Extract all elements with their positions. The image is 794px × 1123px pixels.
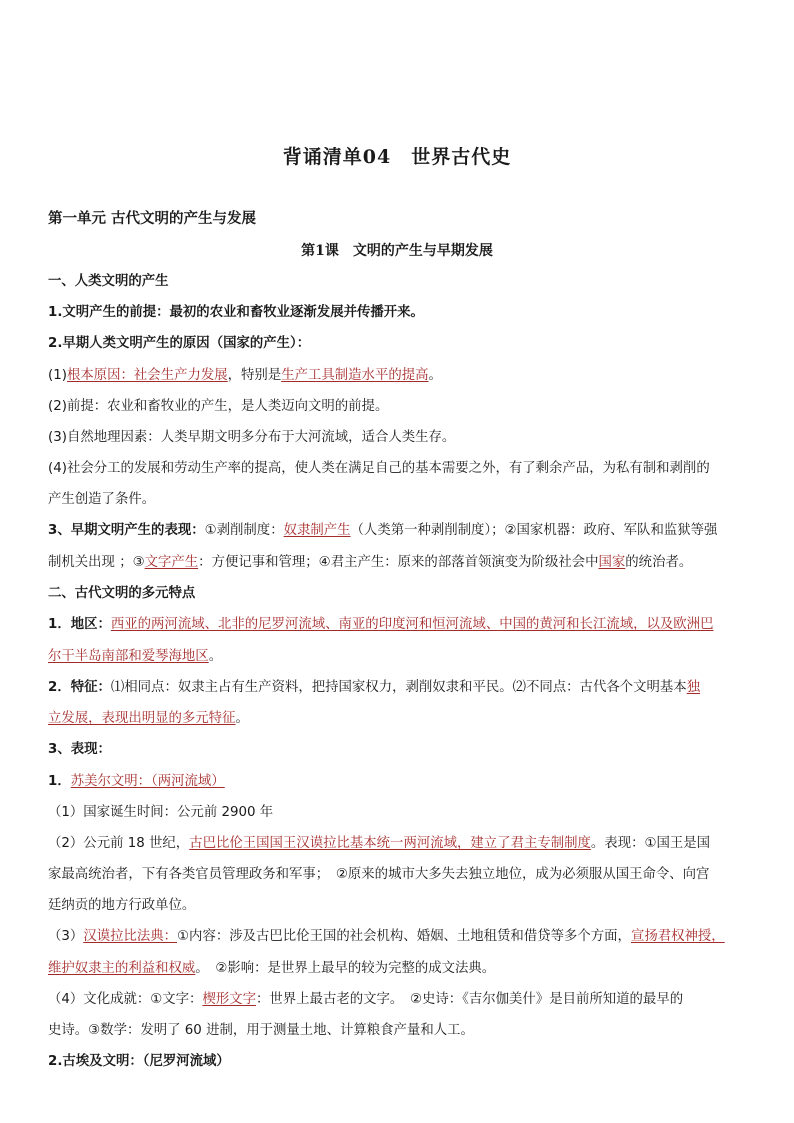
line-text: 制机关出现 ；③ (48, 555, 145, 570)
text-line (48, 1053, 748, 1071)
text-line (48, 522, 748, 540)
line-text: 。 (208, 649, 223, 664)
line-text: 1．地区： (48, 617, 111, 632)
lesson-heading: 第1课 文明的产生与早期发展 (301, 243, 493, 259)
key-point-text: 西亚的两河流域、北非的尼罗河流域、南亚的印度河和恒河流域、中国的黄河和长江流域，以及欧洲巴 (110, 617, 714, 632)
key-point-text: 宣扬君权神授， (630, 929, 725, 944)
line-text: 1.文明产生的前提：最初的农业和畜牧业逐渐发展并传播开来。 (48, 305, 424, 320)
key-point-text: 苏美尔文明：（两河流域） (70, 774, 225, 789)
key-point-text: 国家 (598, 555, 626, 570)
text-line (48, 928, 748, 946)
line-text: 一、人类文明的产生 (48, 274, 169, 289)
key-point-text: 楔形文字 (202, 992, 256, 1007)
key-point-text: 尔干半岛南部和爱琴海地区 (48, 649, 209, 664)
unit-heading: 第一单元 古代文明的产生与发展 (48, 210, 257, 227)
text-line (48, 679, 748, 697)
text-line (48, 648, 748, 666)
text-line (48, 710, 748, 728)
key-point-text: 汉谟拉比法典： (83, 929, 178, 944)
key-point-text: 立发展，表现出明显的多元特征 (48, 711, 236, 726)
text-line (48, 960, 748, 978)
line-text: (4)社会分工的发展和劳动生产率的提高，使人类在满足自己的基本需要之外，有了剩余产品，为私有制和剥削的 (48, 461, 710, 476)
key-point-text: 根本原因：社会生产力发展 (66, 368, 228, 383)
text-line (48, 335, 748, 353)
text-line (48, 741, 748, 759)
text-line (48, 367, 748, 385)
line-text: 产生创造了条件。 (48, 492, 156, 507)
line-text: (1) (48, 368, 67, 383)
text-line (48, 991, 748, 1009)
text-line (48, 398, 748, 416)
line-text: （3） (48, 929, 84, 944)
line-text: ①内容：涉及古巴比伦王国的社会机构、婚姻、土地租赁和借贷等多个方面， (177, 929, 631, 944)
key-point-text: 生产工具制造水平的提高 (281, 368, 429, 383)
line-text: ：方便记事和管理；④君主产生：原来的部落首领演变为阶级社会中 (198, 555, 599, 570)
line-text: 。 ②影响：是世界上最早的较为完整的成文法典。 (195, 961, 496, 976)
line-text: 的统治者。 (625, 555, 693, 570)
line-text: 二、古代文明的多元特点 (48, 586, 196, 601)
text-line (48, 585, 748, 603)
line-text: （人类第一种剥削制度）；②国家机器：政府、军队和监狱等强 (350, 523, 718, 538)
key-point-text: 奴隶制产生 (283, 523, 351, 538)
line-text: 廷纳贡的地方行政单位。 (48, 898, 196, 913)
line-text: ①剥削制度： (204, 523, 284, 538)
text-line (48, 866, 748, 884)
text-line (48, 897, 748, 915)
key-point-text: 文字产生 (144, 555, 199, 570)
key-point-text: 古巴比伦王国国王汉谟拉比基本统一两河流域，建立了君主专制制度 (189, 836, 591, 851)
line-text: 。 (428, 368, 442, 383)
text-line (48, 491, 748, 509)
document-title: 背诵清单04 世界古代史 (282, 146, 512, 168)
line-text: (2)前提：农业和畜牧业的产生，是人类迈向文明的前提。 (48, 399, 389, 414)
line-text: 2．特征： (48, 680, 111, 695)
line-text: 2.古埃及文明：（尼罗河流域） (48, 1054, 230, 1069)
line-text: 1． (48, 774, 71, 789)
text-line (48, 1022, 748, 1040)
text-line (48, 304, 748, 322)
line-text: ：世界上最古老的文字。 ②史诗：《吉尔伽美什》是目前所知道的最早的 (256, 992, 684, 1007)
text-line (48, 273, 748, 291)
text-line (48, 616, 748, 634)
line-text: 。表现：①国王是国 (590, 836, 711, 851)
line-text: （4）文化成就：①文字： (48, 992, 203, 1007)
line-text: 3、表现： (48, 742, 111, 757)
line-text: 3、早期文明产生的表现： (48, 523, 205, 538)
text-line (48, 429, 748, 447)
key-point-text: 独 (686, 680, 701, 695)
text-line (48, 460, 748, 478)
line-text: ，特别是 (227, 368, 282, 383)
key-point-text: 维护奴隶主的利益和权威 (48, 961, 196, 976)
line-text: ⑴相同点：奴隶主占有生产资料，把持国家权力，剥削奴隶和平民。⑵不同点：古代各个文明基本 (110, 680, 687, 695)
line-text: （1）国家诞生时间：公元前 2900 年 (48, 805, 274, 820)
text-line (48, 835, 748, 853)
text-line (48, 804, 748, 822)
line-text: (3)自然地理因素：人类早期文明多分布于大河流域，适合人类生存。 (48, 430, 456, 445)
line-text: 2.早期人类文明产生的原因（国家的产生）： (48, 336, 311, 351)
line-text: 史诗。③数学：发明了 60 进制，用于测量土地、计算粮食产量和人工。 (48, 1023, 474, 1038)
text-line (48, 554, 748, 572)
line-text: 。 (235, 711, 249, 726)
line-text: 家最高统治者，下有各类官员管理政务和军事； ②原来的城市大多失去独立地位，成为必须服从国王命令、向宫 (48, 867, 710, 882)
line-text: （2）公元前 18 世纪， (48, 836, 190, 851)
text-line (48, 773, 748, 791)
